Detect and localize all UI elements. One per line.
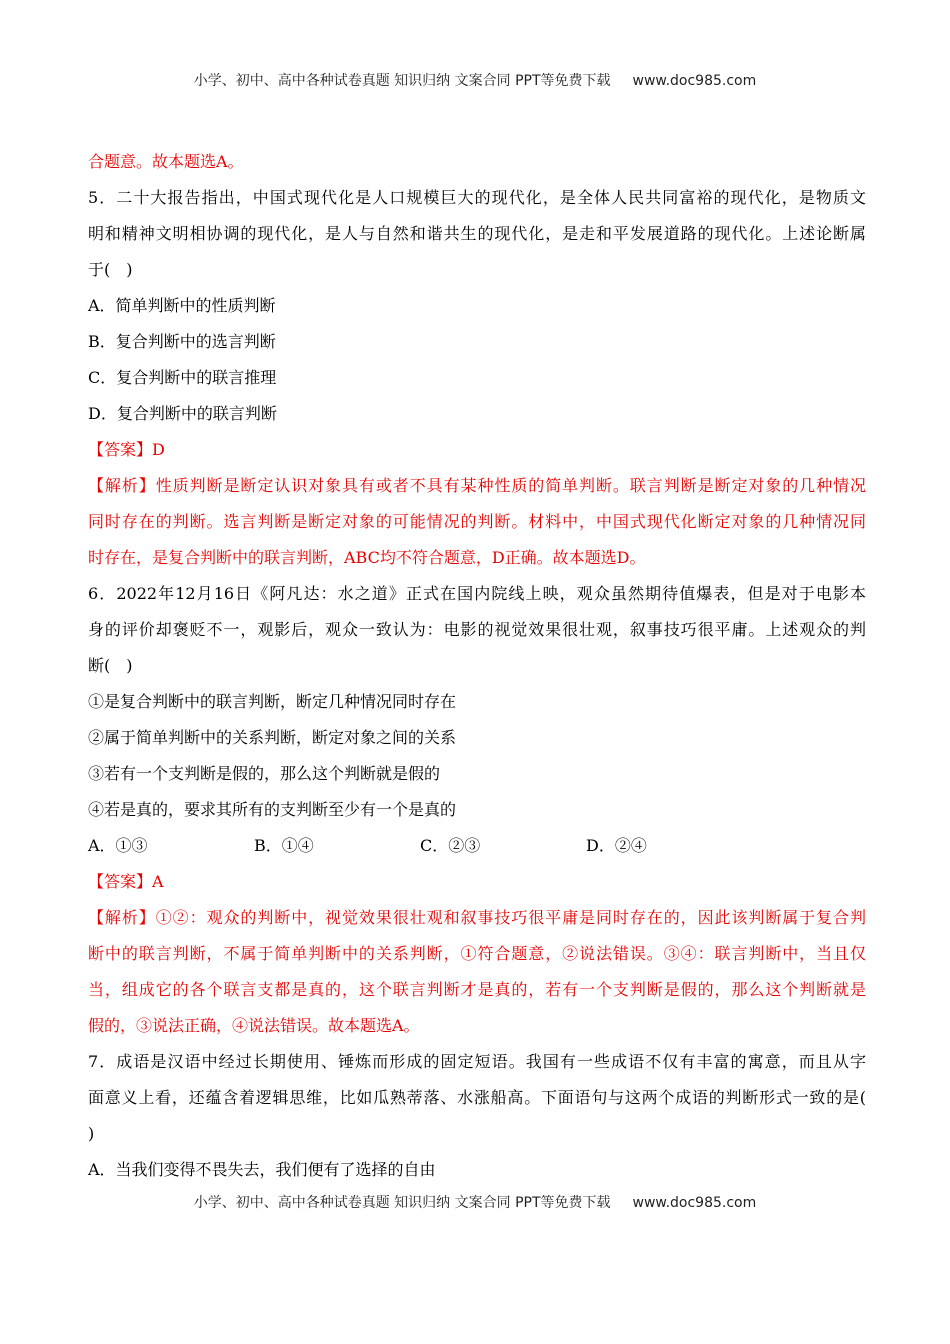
q5-option-d: D．复合判断中的联言判断 (88, 404, 277, 423)
q6-stem-line: 6．2022年12月16日《阿凡达：水之道》正式在国内院线上映，观众虽然期待值爆表，但是对于电影本 (88, 584, 866, 603)
header-site: www.doc985.com (632, 73, 757, 89)
q5-stem-line: 于( ) (88, 260, 133, 279)
q6-option-b: B．①④ (254, 836, 314, 855)
footer-text: 小学、初中、高中各种试卷真题 知识归纳 文案合同 PPT等免费下载 (193, 1195, 611, 1211)
q6-option-d: D．②④ (586, 836, 647, 855)
page-header (0, 70, 950, 90)
q6-statement-2: ②属于简单判断中的关系判断，断定对象之间的关系 (88, 728, 457, 747)
q6-answer: 【答案】A (88, 872, 164, 891)
q5-analysis-line: 同时存在的判断。选言判断是断定对象的可能情况的判断。材料中，中国式现代化断定对象的几种情况同 (88, 512, 866, 531)
q6-analysis-line: 当，组成它的各个联言支都是真的，这个联言判断才是真的，若有一个支判断是假的，那么这个判断就是 (88, 980, 866, 999)
q5-analysis-line: 【解析】性质判断是断定认识对象具有或者不具有某种性质的简单判断。联言判断是断定对象的几种情况 (88, 476, 866, 495)
q5-option-a: A．简单判断中的性质判断 (88, 296, 276, 315)
footer-site: www.doc985.com (632, 1195, 757, 1211)
exam-content (88, 144, 866, 1188)
q7-stem-line: 7．成语是汉语中经过长期使用、锤炼而形成的固定短语。我国有一些成语不仅有丰富的寓意，而且从字 (88, 1052, 866, 1071)
q6-stem-line: 断( ) (88, 656, 133, 675)
q7-option-a: A．当我们变得不畏失去，我们便有了选择的自由 (88, 1160, 436, 1179)
q6-statement-4: ④若是真的，要求其所有的支判断至少有一个是真的 (88, 800, 457, 819)
q5-answer: 【答案】D (88, 440, 165, 459)
q6-option-a: A．①③ (88, 836, 148, 855)
header-text: 小学、初中、高中各种试卷真题 知识归纳 文案合同 PPT等免费下载 (193, 73, 611, 89)
q6-statement-1: ①是复合判断中的联言判断，断定几种情况同时存在 (88, 692, 457, 711)
q6-analysis-line: 断中的联言判断，不属于简单判断中的关系判断，①符合题意，②说法错误。③④：联言判断中，当且仅 (88, 944, 866, 963)
q6-options (88, 828, 866, 864)
q6-statement-3: ③若有一个支判断是假的，那么这个判断就是假的 (88, 764, 441, 783)
page-footer (0, 1192, 950, 1212)
q6-option-c: C．②③ (420, 836, 481, 855)
q5-option-b: B．复合判断中的选言判断 (88, 332, 276, 351)
q7-stem-line: 面意义上看，还蕴含着逻辑思维，比如瓜熟蒂落、水涨船高。下面语句与这两个成语的判断形式一致的是( (88, 1088, 866, 1107)
q5-stem-line: 明和精神文明相协调的现代化，是人与自然和谐共生的现代化，是走和平发展道路的现代化。上述论断属 (88, 224, 866, 243)
prev-answer-tail: 合题意。故本题选A。 (88, 152, 244, 171)
q6-analysis-line: 假的，③说法正确，④说法错误。故本题选A。 (88, 1016, 420, 1035)
q5-stem-line: 5．二十大报告指出，中国式现代化是人口规模巨大的现代化，是全体人民共同富裕的现代化，是物质文 (88, 188, 866, 207)
question-7 (88, 1044, 866, 1188)
q5-option-c: C．复合判断中的联言推理 (88, 368, 277, 387)
q6-analysis-line: 【解析】①②：观众的判断中，视觉效果很壮观和叙事技巧很平庸是同时存在的，因此该判断属于复合判 (88, 908, 866, 927)
question-5 (88, 180, 866, 576)
q5-analysis-line: 时存在，是复合判断中的联言判断，ABC均不符合题意，D正确。故本题选D。 (88, 548, 646, 567)
q7-stem-line: ) (88, 1124, 95, 1143)
q6-stem-line: 身的评价却褒贬不一，观影后，观众一致认为：电影的视觉效果很壮观，叙事技巧很平庸。上述观众的判 (88, 620, 866, 639)
question-6 (88, 576, 866, 1044)
